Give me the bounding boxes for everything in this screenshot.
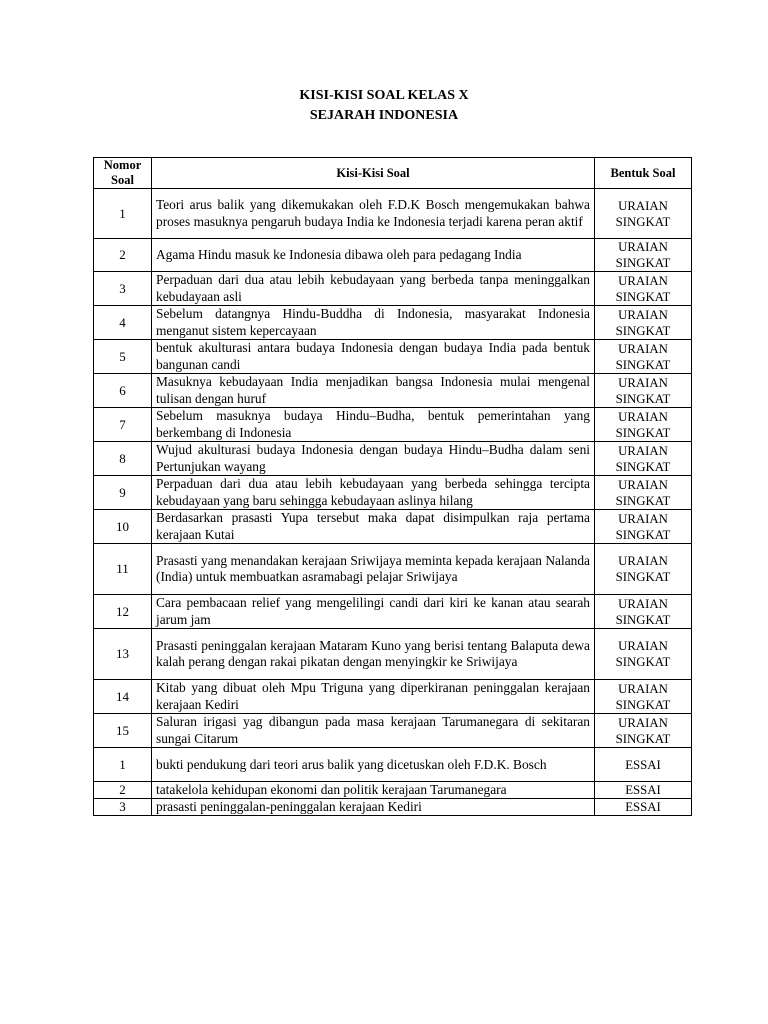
row-form: URAIAN SINGKAT — [595, 544, 692, 595]
table-row — [94, 544, 692, 595]
row-description: Teori arus balik yang dikemukakan oleh F.D.K Bosch mengemukakan bahwa proses masuknya pengaruh budaya India ke Indonesia terjadi karena peran aktif — [152, 189, 595, 239]
row-description: Kitab yang dibuat oleh Mpu Triguna yang diperkiranan peninggalan kerajaan kerajaan Kediri — [152, 680, 595, 714]
row-number: 6 — [94, 374, 152, 408]
row-description: Perpaduan dari dua atau lebih kebudayaan yang berbeda sehingga tercipta kebudayaan yang baru sehingga kebudayaan aslinya hilang — [152, 476, 595, 510]
row-form: URAIAN SINGKAT — [595, 239, 692, 272]
row-number: 4 — [94, 306, 152, 340]
row-description: Masuknya kebudayaan India menjadikan bangsa Indonesia mulai mengenal tulisan dengan huruf — [152, 374, 595, 408]
table-row — [94, 799, 692, 816]
row-number: 3 — [94, 799, 152, 816]
table-row — [94, 595, 692, 629]
row-number: 14 — [94, 680, 152, 714]
row-form: URAIAN SINGKAT — [595, 340, 692, 374]
row-description: tatakelola kehidupan ekonomi dan politik kerajaan Tarumanegara — [152, 782, 595, 799]
table-row — [94, 748, 692, 782]
row-description: bukti pendukung dari teori arus balik yang dicetuskan oleh F.D.K. Bosch — [152, 748, 595, 782]
row-form: URAIAN SINGKAT — [595, 189, 692, 239]
row-description: prasasti peninggalan-peninggalan kerajaan Kediri — [152, 799, 595, 816]
row-form: ESSAI — [595, 782, 692, 799]
table-row — [94, 782, 692, 799]
row-number: 10 — [94, 510, 152, 544]
row-form: URAIAN SINGKAT — [595, 714, 692, 748]
table-row — [94, 272, 692, 306]
row-description: Saluran irigasi yag dibangun pada masa kerajaan Tarumanegara di sekitaran sungai Citarum — [152, 714, 595, 748]
row-form: ESSAI — [595, 799, 692, 816]
table-row — [94, 189, 692, 239]
row-form: URAIAN SINGKAT — [595, 306, 692, 340]
table-row — [94, 476, 692, 510]
row-number: 7 — [94, 408, 152, 442]
row-description: Sebelum datangnya Hindu-Buddha di Indonesia, masyarakat Indonesia menganut sistem kepercayaan — [152, 306, 595, 340]
row-number: 8 — [94, 442, 152, 476]
row-description: Prasasti peninggalan kerajaan Mataram Kuno yang berisi tentang Balaputa dewa kalah perang dengan rakai pikatan dengan menyingkir ke Sriwijaya — [152, 629, 595, 680]
question-grid-table — [93, 157, 692, 816]
row-form: URAIAN SINGKAT — [595, 476, 692, 510]
row-form: URAIAN SINGKAT — [595, 629, 692, 680]
table-row — [94, 239, 692, 272]
row-form: URAIAN SINGKAT — [595, 442, 692, 476]
row-description: Sebelum masuknya budaya Hindu–Budha, bentuk pemerintahan yang berkembang di Indonesia — [152, 408, 595, 442]
row-number: 12 — [94, 595, 152, 629]
table-row — [94, 680, 692, 714]
table-row — [94, 374, 692, 408]
row-number: 9 — [94, 476, 152, 510]
row-number: 2 — [94, 782, 152, 799]
row-description: Berdasarkan prasasti Yupa tersebut maka dapat disimpulkan raja pertama kerajaan Kutai — [152, 510, 595, 544]
row-form: URAIAN SINGKAT — [595, 510, 692, 544]
table-row — [94, 510, 692, 544]
row-form: URAIAN SINGKAT — [595, 680, 692, 714]
row-form: URAIAN SINGKAT — [595, 595, 692, 629]
row-number: 11 — [94, 544, 152, 595]
row-form: URAIAN SINGKAT — [595, 374, 692, 408]
row-form: URAIAN SINGKAT — [595, 408, 692, 442]
table-header-row — [94, 158, 692, 189]
row-number: 1 — [94, 748, 152, 782]
row-description: Wujud akulturasi budaya Indonesia dengan budaya Hindu–Budha dalam seni Pertunjukan wayang — [152, 442, 595, 476]
row-description: bentuk akulturasi antara budaya Indonesia dengan budaya India pada bentuk bangunan candi — [152, 340, 595, 374]
document-subtitle: SEJARAH INDONESIA — [309, 108, 459, 123]
row-number: 2 — [94, 239, 152, 272]
document-header — [0, 86, 768, 126]
column-header-number: Nomor Soal — [94, 158, 152, 189]
column-header-description: Kisi-Kisi Soal — [152, 158, 595, 189]
row-number: 1 — [94, 189, 152, 239]
row-description: Cara pembacaan relief yang mengelilingi candi dari kiri ke kanan atau searah jarum jam — [152, 595, 595, 629]
table-row — [94, 340, 692, 374]
table-row — [94, 629, 692, 680]
row-number: 13 — [94, 629, 152, 680]
row-number: 3 — [94, 272, 152, 306]
row-description: Prasasti yang menandakan kerajaan Sriwijaya meminta kepada kerajaan Nalanda (India) untuk membuatkan asramabagi pelajar Sriwijaya — [152, 544, 595, 595]
row-number: 5 — [94, 340, 152, 374]
row-number: 15 — [94, 714, 152, 748]
row-description: Perpaduan dari dua atau lebih kebudayaan yang berbeda tanpa meninggalkan kebudayaan asli — [152, 272, 595, 306]
table-row — [94, 714, 692, 748]
document-title: KISI-KISI SOAL KELAS X — [299, 88, 469, 103]
column-header-form: Bentuk Soal — [595, 158, 692, 189]
table-row — [94, 442, 692, 476]
table-row — [94, 306, 692, 340]
row-form: ESSAI — [595, 748, 692, 782]
row-form: URAIAN SINGKAT — [595, 272, 692, 306]
row-description: Agama Hindu masuk ke Indonesia dibawa oleh para pedagang India — [152, 239, 595, 272]
table-row — [94, 408, 692, 442]
